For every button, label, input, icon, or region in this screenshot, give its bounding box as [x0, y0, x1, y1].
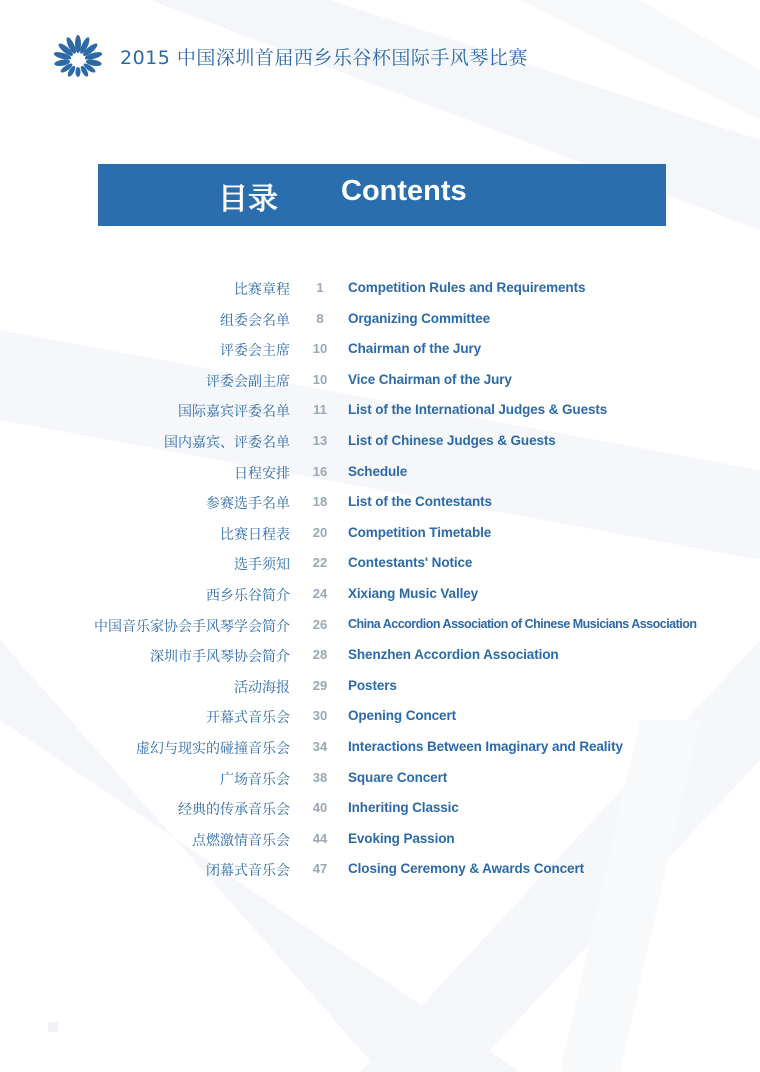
toc-row[interactable] — [0, 366, 760, 397]
toc-title-zh: 参赛选手名单 — [206, 496, 290, 513]
toc-title-en: Interactions Between Imaginary and Reality — [348, 738, 623, 754]
toc-page-number: 10 — [312, 371, 328, 387]
toc-title-en: Chairman of the Jury — [348, 341, 482, 357]
toc-title-zh: 组委会名单 — [220, 312, 290, 329]
toc-title-zh: 评委会主席 — [220, 343, 290, 360]
toc-row[interactable] — [0, 794, 760, 825]
toc-title-en: Closing Ceremony & Awards Concert — [348, 861, 585, 877]
toc-row[interactable] — [0, 274, 760, 305]
toc-page-number: 22 — [312, 555, 328, 571]
toc-page-number: 30 — [312, 708, 328, 724]
toc-page-number: 18 — [312, 494, 328, 510]
contents-banner — [98, 164, 666, 226]
toc-page-number: 40 — [312, 800, 328, 816]
toc-title-zh: 比赛日程表 — [220, 526, 290, 543]
toc-page-number: 13 — [312, 432, 328, 448]
toc-title-en: Square Concert — [348, 769, 448, 785]
toc-title-en: Contestants' Notice — [348, 555, 473, 571]
toc-page-number: 28 — [312, 647, 328, 663]
toc-row[interactable] — [0, 549, 760, 580]
toc-title-en: Evoking Passion — [348, 830, 455, 846]
toc-row[interactable] — [0, 825, 760, 856]
toc-title-zh: 比赛章程 — [234, 282, 290, 298]
toc-title-en: Opening Concert — [348, 708, 457, 724]
toc-title-zh: 活动海报 — [234, 679, 290, 696]
toc-title-en: Xixiang Music Valley — [348, 585, 479, 601]
document-header — [46, 34, 528, 78]
toc-row[interactable] — [0, 305, 760, 336]
toc-row[interactable] — [0, 519, 760, 550]
toc-row[interactable] — [0, 427, 760, 458]
toc-row[interactable] — [0, 396, 760, 427]
toc-title-en: Posters — [348, 677, 397, 693]
contents-title-zh: 目录 — [218, 182, 278, 217]
toc-row[interactable] — [0, 672, 760, 703]
competition-title: 2015 中国深圳首届西乡乐谷杯国际手风琴比赛 — [120, 46, 528, 69]
toc-title-zh: 西乡乐谷简介 — [206, 587, 290, 604]
toc-row[interactable] — [0, 702, 760, 733]
toc-title-en: List of Chinese Judges & Guests — [348, 432, 556, 448]
toc-page-number: 11 — [313, 402, 327, 418]
toc-title-zh: 国际嘉宾评委名单 — [178, 404, 290, 421]
flower-logo-icon — [46, 34, 110, 78]
toc-page-number: 47 — [312, 861, 328, 877]
toc-page-number: 34 — [312, 738, 328, 754]
toc-title-zh: 开幕式音乐会 — [206, 710, 290, 727]
toc-row[interactable] — [0, 488, 760, 519]
toc-title-zh: 闭幕式音乐会 — [206, 863, 290, 880]
table-of-contents — [0, 274, 760, 886]
toc-page-number: 44 — [312, 830, 328, 846]
page-corner-mark — [48, 1022, 58, 1032]
toc-title-en: Shenzhen Accordion Association — [348, 647, 559, 663]
toc-title-en: Competition Rules and Requirements — [348, 280, 586, 295]
toc-page-number: 8 — [316, 310, 324, 326]
toc-row[interactable] — [0, 641, 760, 672]
toc-title-zh: 广场音乐会 — [220, 771, 290, 788]
toc-row[interactable] — [0, 855, 760, 886]
toc-title-zh: 日程安排 — [234, 465, 290, 482]
toc-title-en: Schedule — [348, 463, 408, 479]
toc-row[interactable] — [0, 611, 760, 642]
toc-title-zh: 选手须知 — [234, 557, 290, 574]
toc-page-number: 38 — [312, 769, 328, 785]
toc-title-en: Competition Timetable — [348, 524, 492, 540]
toc-page-number: 16 — [312, 463, 328, 479]
toc-page-number: 10 — [312, 341, 328, 357]
contents-title-en: Contents — [341, 175, 467, 207]
toc-title-en: List of the Contestants — [348, 494, 492, 510]
toc-title-zh: 深圳市手风琴协会简介 — [150, 649, 290, 666]
toc-title-zh: 国内嘉宾、评委名单 — [164, 434, 290, 451]
toc-page-number: 1 — [316, 280, 324, 295]
toc-title-zh: 评委会副主席 — [206, 373, 290, 390]
toc-title-zh: 经典的传承音乐会 — [178, 802, 290, 819]
toc-title-zh: 点燃激情音乐会 — [192, 832, 290, 849]
toc-page-number: 24 — [312, 585, 328, 601]
toc-title-en: Inheriting Classic — [348, 800, 459, 816]
toc-title-zh: 中国音乐家协会手风琴学会简介 — [94, 618, 290, 635]
toc-row[interactable] — [0, 733, 760, 764]
toc-title-en: Organizing Committee — [348, 310, 491, 326]
toc-row[interactable] — [0, 580, 760, 611]
toc-row[interactable] — [0, 764, 760, 795]
toc-title-en: Vice Chairman of the Jury — [348, 371, 512, 387]
toc-title-zh: 虚幻与现实的碰撞音乐会 — [136, 740, 290, 757]
toc-title-en: China Accordion Association of Chinese Musicians Association — [348, 616, 697, 631]
toc-page-number: 29 — [312, 677, 328, 693]
toc-row[interactable] — [0, 335, 760, 366]
toc-title-en: List of the International Judges & Guests — [348, 402, 608, 418]
toc-row[interactable] — [0, 458, 760, 489]
toc-page-number: 26 — [312, 616, 328, 632]
toc-page-number: 20 — [312, 524, 328, 540]
